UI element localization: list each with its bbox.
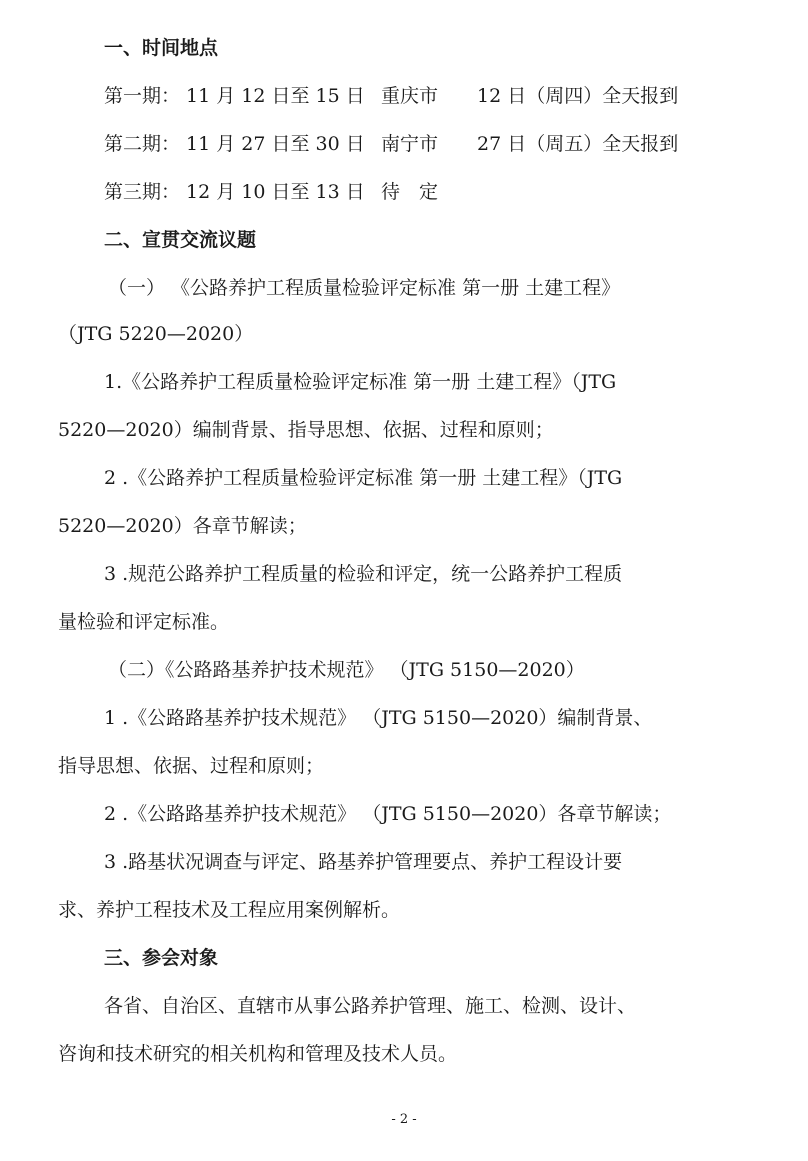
section3-body-line1: 各省、自治区、直辖市从事公路养护管理、施工、检测、设计、 (104, 995, 637, 1017)
part1-item3-line1: 3 .规范公路养护工程质量的检验和评定，统一公路养护工程质 (104, 563, 623, 585)
part2-item1-line2: 指导思想、依据、过程和原则； (58, 755, 325, 777)
part2-title: （二）《公路路基养护技术规范》 （JTG 5150—2020） (108, 659, 585, 681)
part2-item1-line1: 1 .《公路路基养护技术规范》 （JTG 5150—2020）编制背景、 (104, 707, 653, 729)
section1-heading: 一、时间地点 (104, 37, 219, 59)
session-2-note: 27 日（周五）全天报到 (477, 133, 679, 155)
session-1-city: 重庆市 (381, 85, 439, 107)
part1-title-line1: （一） 《公路养护工程质量检验评定标准 第一册 土建工程》 (108, 277, 621, 299)
page-number: - 2 - (391, 1112, 417, 1127)
section2-heading: 二、宣贯交流议题 (104, 229, 257, 251)
part2-item3-line2: 求、养护工程技术及工程应用案例解析。 (58, 899, 401, 921)
session-1-period: 第一期： (104, 85, 181, 107)
section3-heading: 三、参会对象 (104, 947, 219, 969)
session-1-dates: 11 月 12 日至 15 日 (186, 85, 365, 107)
part2-item2: 2 .《公路路基养护技术规范》 （JTG 5150—2020）各章节解读； (104, 803, 672, 825)
session-1-note: 12 日（周四）全天报到 (477, 85, 679, 107)
session-2-period: 第二期： (104, 133, 181, 155)
section3-body-line2: 咨询和技术研究的相关机构和管理及技术人员。 (58, 1043, 458, 1065)
part1-item2-line2: 5220—2020）各章节解读； (58, 515, 307, 537)
session-2-dates: 11 月 27 日至 30 日 (186, 133, 365, 155)
session-2-row (104, 132, 804, 156)
part1-item1-line1: 1.《公路养护工程质量检验评定标准 第一册 土建工程》（JTG (104, 371, 617, 393)
session-3-period: 第三期： (104, 181, 181, 203)
session-3-city: 待 定 (381, 181, 439, 203)
part1-item2-line1: 2 .《公路养护工程质量检验评定标准 第一册 土建工程》（JTG (104, 467, 623, 489)
part2-item3-line1: 3 .路基状况调查与评定、路基养护管理要点、养护工程设计要 (104, 851, 623, 873)
session-1-row (104, 84, 804, 108)
session-3-row (104, 180, 804, 204)
part1-item3-line2: 量检验和评定标准。 (58, 611, 230, 633)
session-3-dates: 12 月 10 日至 13 日 (186, 181, 365, 203)
part1-item1-line2: 5220—2020）编制背景、指导思想、依据、过程和原则； (58, 419, 554, 441)
part1-title-line2: （JTG 5220—2020） (58, 323, 254, 345)
session-2-city: 南宁市 (381, 133, 439, 155)
